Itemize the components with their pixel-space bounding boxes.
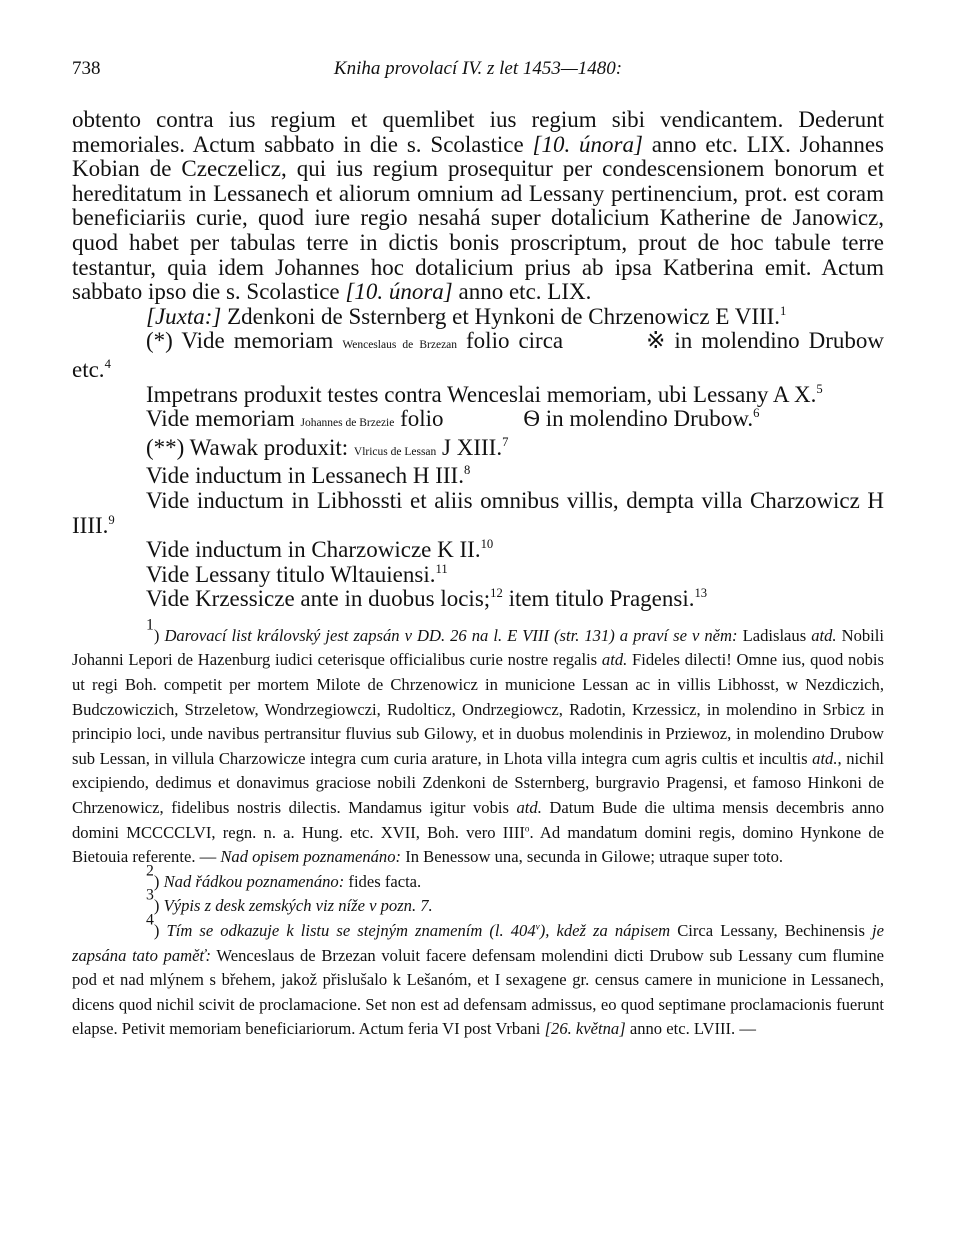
editor-note: atd. — [601, 650, 628, 670]
editor-note: Nad řádkou poznamenáno: — [163, 871, 345, 891]
superscript: o — [524, 823, 530, 834]
paragraph — [72, 464, 884, 489]
footnote: $^3$) Výpis z desk zemských viz níže v pozn. 7. — [146, 887, 433, 916]
paragraph — [72, 407, 884, 436]
footnote-ref: 6 — [753, 406, 760, 421]
text-run: Vide memoriam — [146, 406, 301, 432]
footnote: $^4$) Tím se odkazuje k listu se stejným znamením (l. 404$^v$), kdež za nápisem Circa Lessany, Bechinensis je zapsána tato paměť: Wenceslaus de Brzezan voluit facere defensam molendini dicti Drubow sub Lessany cum flumine pod et nad mlýnem s břehem, jakož přislušalo k Lešanóm, et I sexagene gr. census camere in municione in Lessanech, dicens quod nichil scivit de proclamacione. Set non est ad defensam admissus, eo quod septimane proclamacionis fuerunt elapse. Petivit memoriam beneficiariorum. Actum feria VI post Vrbani [26. května] anno etc. LVIII. — — [72, 911, 884, 1039]
footnote-ref: 9 — [108, 512, 115, 527]
text-run: , nichil excipiendo, dedimus et donavimus graciose nobili Zdenkoni de Ssternberg, burgravio Pragensi, et famoso Hinkoni de Chrzenowicz, fidelibus nostris dilectis. Mandamus igitur vobis — [72, 748, 885, 818]
text-run: In Benessow una, secunda in Gilowe; utraque super toto. — [401, 847, 784, 867]
text-run: Ladislaus — [737, 625, 812, 645]
paragraph — [72, 329, 884, 382]
text-run: (**) Wawak produxit: — [146, 434, 354, 460]
page-header — [72, 58, 884, 88]
footnote-ref: 1 — [780, 303, 787, 318]
page-number: 738 — [72, 58, 101, 79]
text-run: Vide inductum in Lessanech H III. — [146, 463, 464, 489]
editor-note: je zapsána tato paměť: — [72, 921, 884, 965]
text-run: Vide Krzessicze ante in duobus locis; — [146, 586, 491, 612]
small-name: Wenceslaus de Brzezan — [342, 339, 458, 352]
folio-symbol: Ѳ — [523, 406, 540, 432]
editor-note: Výpis z desk zemských viz níže v pozn. 7. — [163, 896, 433, 916]
text-run: folio — [394, 406, 450, 432]
text-run: anno etc. LVIII. — — [625, 1019, 756, 1039]
footnote-ref: 5 — [816, 381, 823, 396]
text-run: Datum Bude die ultima mensis decembris anno domini MCCCCLVI, regn. n. a. Hung. etc. XVII, Boh. vero IIII — [72, 798, 884, 842]
paragraph — [72, 383, 884, 408]
text-run: anno etc. LIX. — [452, 279, 592, 305]
text-run: J XIII. — [436, 434, 503, 460]
editor-note: atd. — [516, 798, 542, 818]
text-run: Nobili Johanni Lepori de Hazenburg iudici ceterisque officialibus curie nostre regalis — [72, 625, 884, 670]
text-run: anno etc. LIX. Johannes Kobian de Czeczelicz, qui ius regium prosequitur per condescensionem bonorum et hereditatum in Lessanech et aliorum omnium ad Lessany pertinencium, prot. est coram beneficiariis curie, quod iure regio nesahá super dotalicium Katherine de Janowicz, quod habet per tabulas terre in dictis bonis proscriptum, prout de hoc tabule terre testantur, quia idem Johannes hoc dotalicium prius ab ipsa Katberina emit. Actum sabbato ipso die s. Scolastice — [72, 131, 884, 305]
paragraph — [72, 489, 884, 538]
footnote-mark: 4 — [146, 911, 154, 929]
running-head: Kniha provolací IV. z let 1453—1480: — [333, 58, 623, 79]
text-run: Circa Lessany, Bechinensis — [670, 921, 872, 940]
text-run: obtento contra ius regium et quemlibet ius regium sibi vendicantem. Dederunt memoriales. Actum sabbato in die s. Scolastice — [72, 107, 884, 157]
small-name: Vlricus de Lessan — [353, 445, 437, 458]
text-run: Wenceslaus de Brzezan voluit facere defensam molendini dicti Drubow sub Lessany cum flumine pod et nad mlýnem s břehem, jakož přislušalo k Lešanóm, et I sexagene gr. census camere in municione in Lessanech, dicens quod nichil scivit de proclamacione. Set non est ad defensam admissus, eo quod septimane proclamacionis fuerunt elapse. Petivit memoriam beneficiariorum. Actum feria VI post Vrbani — [72, 945, 884, 1039]
paragraph — [72, 538, 884, 563]
text-run: Fideles dilecti! Omne ius, quod nobis ut regi Boh. competit per mortem Milote de Chrzenowicz in municione Lessan ac in villis Libhosst, w Nezdiczich, Budczowiczich, Strzeletow, Wondrzegiowczi, Rudolticz, Ondrzegiowcz, Radotin, Krzessicz, in molendino in Srbicz in principio loci, unde navibus pertransitur fluvius sub Gilowy, et in duobus molendinis in Prziewoz, in molendino Drubow sub Lessan, in villula Charzowicze integra cum curia arature, in Lhota villa integra cum agris cultis et incultis — [72, 650, 885, 768]
editor-note: ), kdež za nápisem — [539, 921, 671, 940]
text-run: in molendino Drubow etc. — [72, 328, 884, 382]
main-text — [72, 108, 884, 612]
text-run: Vide inductum in Charzowicze K II. — [146, 537, 481, 563]
footnote-mark: 3 — [146, 887, 154, 905]
text-run: Vide Lessany titulo Wltauiensi. — [146, 561, 436, 587]
paragraph — [72, 436, 884, 465]
footnote-ref: 10 — [480, 537, 494, 551]
date-note: [10. února] — [345, 279, 453, 305]
editor-note: [Juxta:] — [146, 303, 222, 329]
superscript: v — [535, 921, 540, 932]
footnote-mark: 1 — [146, 616, 154, 634]
footnote-ref: 7 — [502, 434, 509, 449]
editor-note: Darovací list královský jest zapsán v DD. 26 na l. E VIII (str. 131) a praví se v něm: — [164, 625, 738, 645]
paragraph — [72, 587, 884, 612]
footnote-ref: 8 — [463, 463, 471, 478]
text-run: Vide inductum in Libhossti et aliis omnibus villis, dempta villa Charzowicz H IIII. — [72, 487, 884, 538]
paragraph — [72, 108, 884, 305]
footnote-ref: 11 — [435, 561, 448, 576]
date-note: [10. února] — [532, 131, 643, 157]
folio-symbol: ※ — [646, 328, 666, 354]
footnote: $^2$) Nad řádkou poznamenáno: fides facta. — [146, 862, 422, 891]
editor-note: [26. května] — [544, 1019, 626, 1039]
editor-note: Nad opisem poznamenáno: — [220, 847, 402, 867]
editor-note: atd. — [812, 748, 838, 768]
small-name: Johannes de Brzezie — [300, 417, 395, 430]
paragraph — [72, 563, 884, 588]
paragraph — [72, 305, 884, 330]
footnotes — [72, 616, 885, 1042]
footnote-ref: 4 — [104, 356, 111, 371]
text-run: fides facta. — [344, 871, 422, 891]
document-page — [72, 58, 884, 1042]
text-run: . Ad mandatum domini regis, domino Hynkone de Bietouia referente. — — [72, 822, 884, 867]
text-run: Zdenkoni de Ssternberg et Hynkoni de Chrzenowicz E VIII. — [221, 303, 781, 329]
text-run: (*) Vide memoriam — [146, 328, 343, 354]
footnote-mark: 2 — [146, 862, 154, 880]
text-run: in molendino Drubow. — [539, 406, 754, 432]
footnote: $^1$) Darovací list královský jest zapsán v DD. 26 na l. E VIII (str. 131) a praví se v něm: Ladislaus atd. Nobili Johanni Lepori de Hazenburg iudici ceterisque officialibus curie nostre regalis atd. Fideles dilecti! Omne ius, quod nobis ut regi Boh. competit per mortem Milote de Chrzenowicz in municione Lessan ac in villis Libhosst, w Nezdiczich, Budczowiczich, Strzeletow, Wondrzegiowczi, Rudolticz, Ondrzegiowcz, Radotin, Krzessicz, in molendino in Srbicz in principio loci, unde navibus pertransitur fluvius sub Gilowy, et in duobus molendinis in Prziewoz, in molendino Drubow sub Lessan, in villula Charzowicze integra cum curia arature, in Lhota villa integra cum agris cultis et incultis atd., nichil excipiendo, dedimus et donavimus graciose nobili Zdenkoni de Ssternberg, burgravio Pragensi, et famoso Hinkoni de Chrzenowicz, fidelibus nostris dilectis. Mandamus igitur vobis atd. Datum Bude die ultima mensis decembris anno domini MCCCCLVI, regn. n. a. Hung. etc. XVII, Boh. vero IIII$^o$. Ad mandatum domini regis, domino Hynkone de Bietouia referente. — Nad opisem poznamenáno: In Benessow una, secunda in Gilowe; utraque super toto. — [72, 616, 885, 867]
footnote-ref: 13 — [694, 586, 708, 601]
editor-note: atd. — [811, 625, 837, 645]
editor-note: Tím se odkazuje k listu se stejným znamením (l. 404 — [166, 921, 536, 940]
footnote-ref: 12 — [490, 586, 503, 601]
text-run: folio circa — [457, 328, 573, 354]
text-run: item titulo Pragensi. — [502, 586, 695, 612]
text-run: Impetrans produxit testes contra Wenceslai memoriam, ubi Lessany A X. — [146, 381, 817, 407]
